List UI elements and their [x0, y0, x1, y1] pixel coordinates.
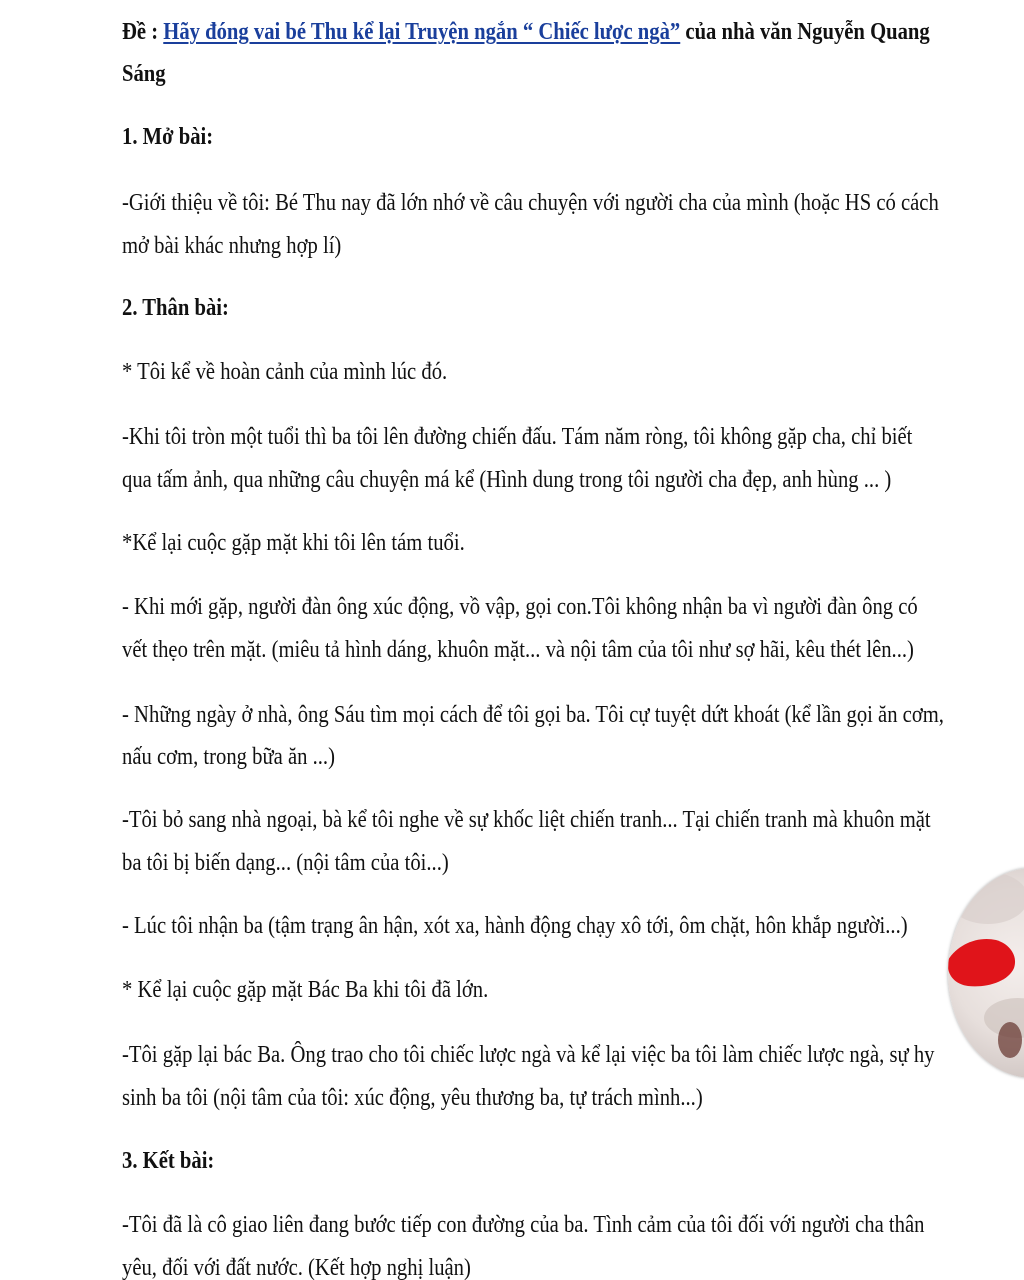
paragraph-line: - Lúc tôi nhận ba (tậm trạng ân hận, xót xa, hành động chạy xô tới, ôm chặt, hôn khắp người...) — [122, 913, 908, 939]
document-page — [122, 0, 982, 1280]
paragraph-line: nấu cơm, trong bữa ăn ...) — [122, 744, 335, 770]
title-link[interactable]: Hãy đóng vai bé Thu kể lại Truyện ngắn “ Chiếc lược ngà” — [163, 19, 681, 45]
paragraph-line: vết thẹo trên mặt. (miêu tả hình dáng, khuôn mặt... và nội tâm của tôi như sợ hãi, kêu thét lên...) — [122, 637, 914, 663]
document-title — [122, 17, 930, 47]
heading-mo-bai: 1. Mở bài: — [122, 124, 214, 150]
title-line-2: Sáng — [122, 61, 166, 87]
heading-ket-bai: 3. Kết bài: — [122, 1148, 215, 1174]
title-suffix: của nhà văn Nguyễn Quang — [680, 19, 930, 45]
paragraph-line: qua tấm ảnh, qua những câu chuyện má kể (Hình dung trong tôi người cha đẹp, anh hùng ... ) — [122, 467, 892, 493]
paragraph-line: -Khi tôi tròn một tuổi thì ba tôi lên đường chiến đấu. Tám năm ròng, tôi không gặp cha, chỉ biết — [122, 424, 913, 450]
paragraph-line: -Tôi gặp lại bác Ba. Ông trao cho tôi chiếc lược ngà và kể lại việc ba tôi làm chiếc lược ngà, sự hy — [122, 1042, 935, 1068]
paragraph-line: -Tôi bỏ sang nhà ngoại, bà kể tôi nghe về sự khốc liệt chiến tranh... Tại chiến tranh mà khuôn mặt — [122, 807, 931, 833]
paragraph-line: -Giới thiệu về tôi: Bé Thu nay đã lớn nhớ về câu chuyện với người cha của mình (hoặc HS có cách — [122, 190, 939, 216]
paragraph-line: ba tôi bị biến dạng... (nội tâm của tôi...) — [122, 850, 449, 876]
paragraph-line: yêu, đối với đất nước. (Kết hợp nghị luận) — [122, 1255, 471, 1280]
paragraph-line: -Tôi đã là cô giao liên đang bước tiếp con đường của ba. Tình cảm của tôi đối với người cha thân — [122, 1212, 925, 1238]
paragraph-line: mở bài khác nhưng hợp lí) — [122, 233, 342, 259]
subheading-line: * Tôi kể về hoàn cảnh của mình lúc đó. — [122, 359, 448, 385]
paragraph-line: sinh ba tôi (nội tâm của tôi: xúc động, yêu thương ba, tự trách mình...) — [122, 1085, 703, 1111]
paragraph-line: - Những ngày ở nhà, ông Sáu tìm mọi cách để tôi gọi ba. Tôi cự tuyệt dứt khoát (kể lần gọi ăn cơm, — [122, 702, 944, 728]
subheading-line: * Kể lại cuộc gặp mặt Bác Ba khi tôi đã lớn. — [122, 977, 489, 1003]
title-prefix: Đề : — [122, 19, 164, 45]
paragraph-line: - Khi mới gặp, người đàn ông xúc động, vồ vập, gọi con.Tôi không nhận ba vì người đàn ông có — [122, 594, 918, 620]
heading-than-bai: 2. Thân bài: — [122, 295, 229, 321]
subheading-line: *Kể lại cuộc gặp mặt khi tôi lên tám tuổi. — [122, 530, 465, 556]
